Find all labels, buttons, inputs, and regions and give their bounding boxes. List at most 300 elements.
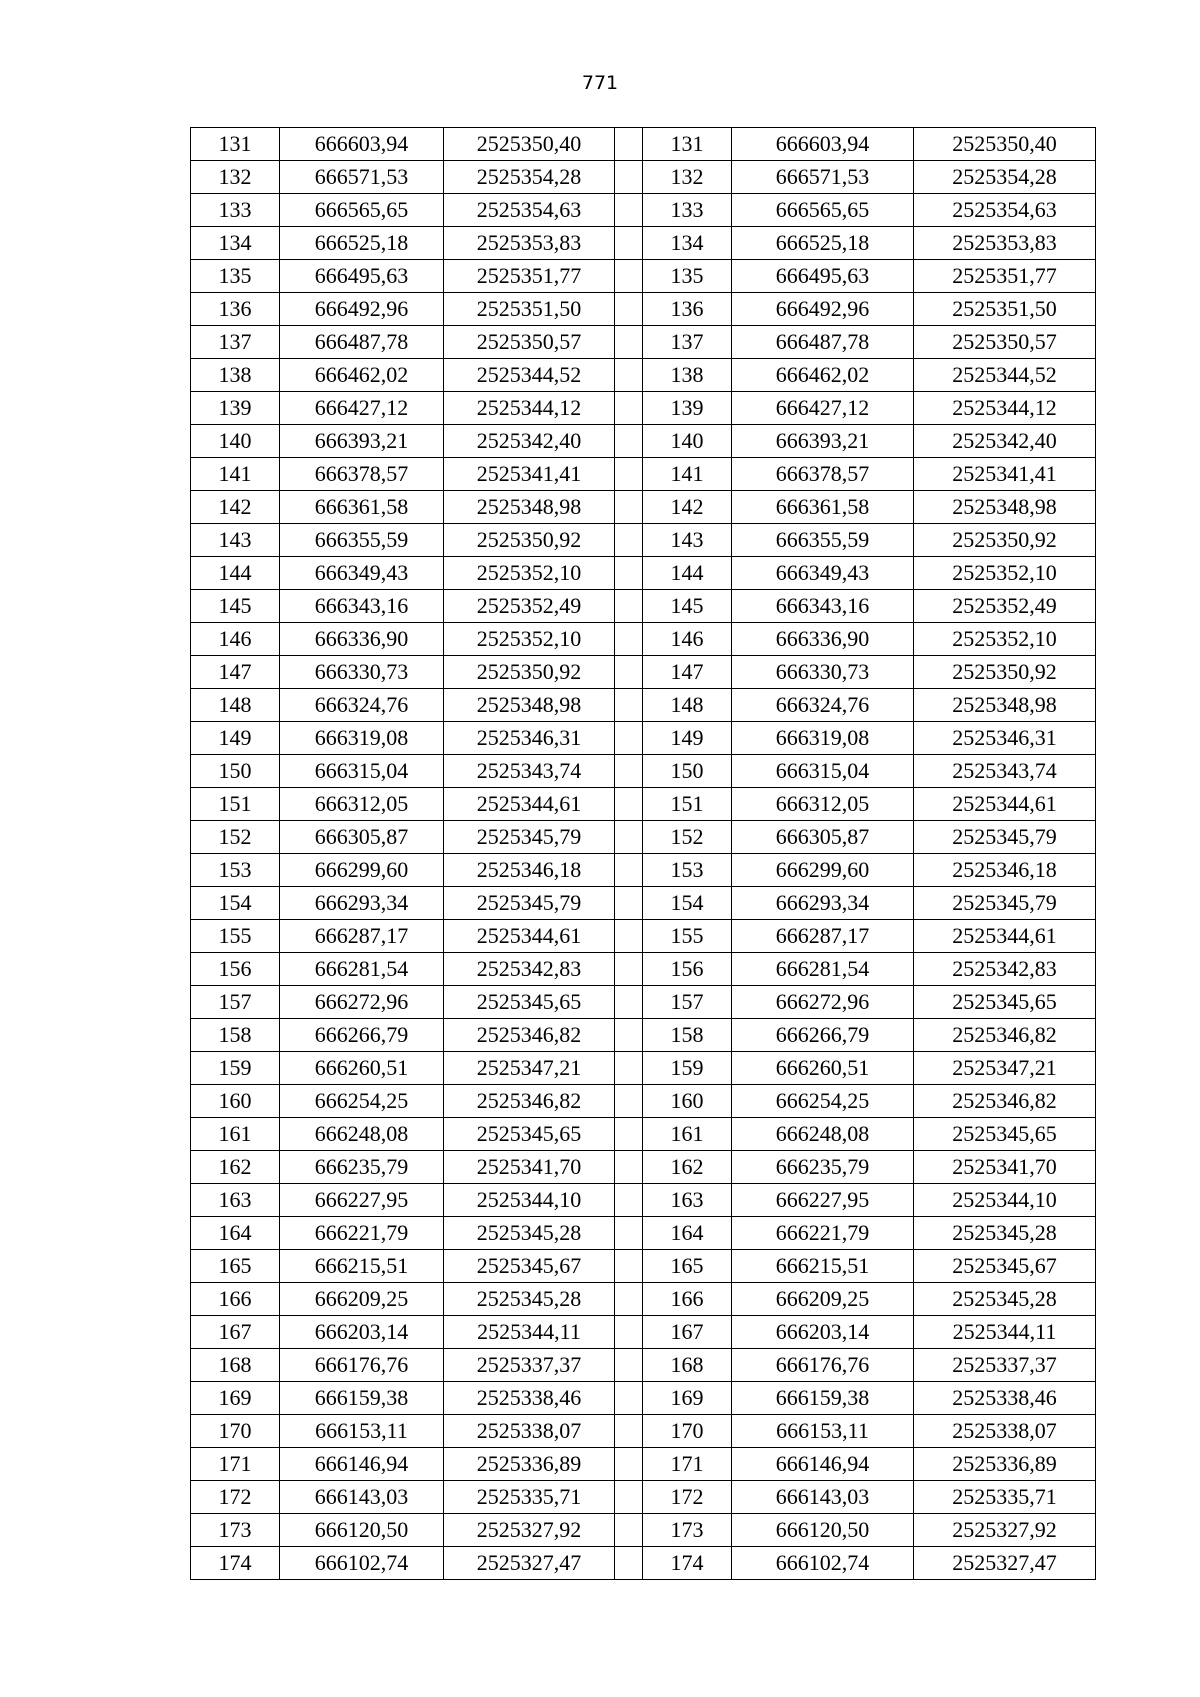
left-y-coordinate-cell: 2525353,83: [444, 227, 615, 260]
right-point-number-cell: 157: [643, 986, 732, 1019]
left-x-coordinate-cell: 666120,50: [280, 1514, 444, 1547]
right-x-coordinate-cell: 666487,78: [732, 326, 914, 359]
right-y-coordinate-cell: 2525342,83: [914, 953, 1096, 986]
table-row: [191, 953, 1096, 986]
left-y-coordinate-cell: 2525342,83: [444, 953, 615, 986]
separator-cell: [615, 1052, 643, 1085]
separator-cell: [615, 1382, 643, 1415]
left-y-coordinate-cell: 2525346,82: [444, 1085, 615, 1118]
right-y-coordinate-cell: 2525350,57: [914, 326, 1096, 359]
left-x-coordinate-cell: 666305,87: [280, 821, 444, 854]
left-point-number-cell: 158: [191, 1019, 280, 1052]
right-point-number-cell: 174: [643, 1547, 732, 1580]
right-point-number-cell: 134: [643, 227, 732, 260]
right-y-coordinate-cell: 2525351,77: [914, 260, 1096, 293]
left-point-number-cell: 149: [191, 722, 280, 755]
separator-cell: [615, 788, 643, 821]
right-x-coordinate-cell: 666227,95: [732, 1184, 914, 1217]
right-x-coordinate-cell: 666495,63: [732, 260, 914, 293]
separator-cell: [615, 1448, 643, 1481]
separator-cell: [615, 1283, 643, 1316]
separator-cell: [615, 1316, 643, 1349]
right-y-coordinate-cell: 2525338,07: [914, 1415, 1096, 1448]
right-y-coordinate-cell: 2525350,92: [914, 524, 1096, 557]
right-x-coordinate-cell: 666330,73: [732, 656, 914, 689]
left-point-number-cell: 161: [191, 1118, 280, 1151]
right-x-coordinate-cell: 666336,90: [732, 623, 914, 656]
right-x-coordinate-cell: 666571,53: [732, 161, 914, 194]
separator-cell: [615, 227, 643, 260]
table-row: [191, 920, 1096, 953]
right-x-coordinate-cell: 666361,58: [732, 491, 914, 524]
table-row: [191, 1184, 1096, 1217]
left-point-number-cell: 131: [191, 128, 280, 161]
table-row: [191, 986, 1096, 1019]
left-point-number-cell: 157: [191, 986, 280, 1019]
table-row: [191, 788, 1096, 821]
left-x-coordinate-cell: 666355,59: [280, 524, 444, 557]
left-x-coordinate-cell: 666462,02: [280, 359, 444, 392]
left-x-coordinate-cell: 666378,57: [280, 458, 444, 491]
right-point-number-cell: 131: [643, 128, 732, 161]
left-y-coordinate-cell: 2525347,21: [444, 1052, 615, 1085]
table-row: [191, 557, 1096, 590]
separator-cell: [615, 1217, 643, 1250]
right-x-coordinate-cell: 666281,54: [732, 953, 914, 986]
right-x-coordinate-cell: 666159,38: [732, 1382, 914, 1415]
right-point-number-cell: 162: [643, 1151, 732, 1184]
left-x-coordinate-cell: 666343,16: [280, 590, 444, 623]
table-row: [191, 491, 1096, 524]
right-y-coordinate-cell: 2525350,40: [914, 128, 1096, 161]
table-row: [191, 755, 1096, 788]
left-point-number-cell: 139: [191, 392, 280, 425]
left-x-coordinate-cell: 666393,21: [280, 425, 444, 458]
table-row: [191, 854, 1096, 887]
left-x-coordinate-cell: 666492,96: [280, 293, 444, 326]
left-x-coordinate-cell: 666266,79: [280, 1019, 444, 1052]
right-y-coordinate-cell: 2525337,37: [914, 1349, 1096, 1382]
right-x-coordinate-cell: 666176,76: [732, 1349, 914, 1382]
left-point-number-cell: 165: [191, 1250, 280, 1283]
left-y-coordinate-cell: 2525344,61: [444, 788, 615, 821]
left-y-coordinate-cell: 2525350,92: [444, 656, 615, 689]
right-x-coordinate-cell: 666427,12: [732, 392, 914, 425]
right-point-number-cell: 158: [643, 1019, 732, 1052]
left-x-coordinate-cell: 666272,96: [280, 986, 444, 1019]
separator-cell: [615, 128, 643, 161]
left-point-number-cell: 146: [191, 623, 280, 656]
left-x-coordinate-cell: 666525,18: [280, 227, 444, 260]
right-point-number-cell: 159: [643, 1052, 732, 1085]
left-y-coordinate-cell: 2525345,79: [444, 887, 615, 920]
table-row: [191, 689, 1096, 722]
left-y-coordinate-cell: 2525337,37: [444, 1349, 615, 1382]
left-y-coordinate-cell: 2525354,28: [444, 161, 615, 194]
left-y-coordinate-cell: 2525345,65: [444, 1118, 615, 1151]
right-x-coordinate-cell: 666319,08: [732, 722, 914, 755]
table-row: [191, 1019, 1096, 1052]
right-x-coordinate-cell: 666312,05: [732, 788, 914, 821]
right-point-number-cell: 150: [643, 755, 732, 788]
table-row: [191, 425, 1096, 458]
left-y-coordinate-cell: 2525345,67: [444, 1250, 615, 1283]
left-y-coordinate-cell: 2525342,40: [444, 425, 615, 458]
left-point-number-cell: 168: [191, 1349, 280, 1382]
right-y-coordinate-cell: 2525354,63: [914, 194, 1096, 227]
right-x-coordinate-cell: 666203,14: [732, 1316, 914, 1349]
right-x-coordinate-cell: 666102,74: [732, 1547, 914, 1580]
left-x-coordinate-cell: 666495,63: [280, 260, 444, 293]
left-point-number-cell: 141: [191, 458, 280, 491]
right-y-coordinate-cell: 2525350,92: [914, 656, 1096, 689]
right-x-coordinate-cell: 666272,96: [732, 986, 914, 1019]
left-x-coordinate-cell: 666349,43: [280, 557, 444, 590]
right-x-coordinate-cell: 666378,57: [732, 458, 914, 491]
left-x-coordinate-cell: 666227,95: [280, 1184, 444, 1217]
right-point-number-cell: 149: [643, 722, 732, 755]
left-point-number-cell: 153: [191, 854, 280, 887]
table-row: [191, 359, 1096, 392]
separator-cell: [615, 854, 643, 887]
table-row: [191, 1250, 1096, 1283]
left-point-number-cell: 142: [191, 491, 280, 524]
table-row: [191, 227, 1096, 260]
left-y-coordinate-cell: 2525345,65: [444, 986, 615, 1019]
right-y-coordinate-cell: 2525342,40: [914, 425, 1096, 458]
left-point-number-cell: 152: [191, 821, 280, 854]
separator-cell: [615, 722, 643, 755]
right-y-coordinate-cell: 2525353,83: [914, 227, 1096, 260]
left-x-coordinate-cell: 666209,25: [280, 1283, 444, 1316]
left-point-number-cell: 150: [191, 755, 280, 788]
separator-cell: [615, 656, 643, 689]
left-x-coordinate-cell: 666153,11: [280, 1415, 444, 1448]
left-x-coordinate-cell: 666336,90: [280, 623, 444, 656]
left-x-coordinate-cell: 666203,14: [280, 1316, 444, 1349]
left-point-number-cell: 172: [191, 1481, 280, 1514]
right-x-coordinate-cell: 666324,76: [732, 689, 914, 722]
right-point-number-cell: 155: [643, 920, 732, 953]
right-point-number-cell: 135: [643, 260, 732, 293]
right-x-coordinate-cell: 666215,51: [732, 1250, 914, 1283]
table-row: [191, 161, 1096, 194]
right-y-coordinate-cell: 2525344,10: [914, 1184, 1096, 1217]
left-y-coordinate-cell: 2525338,07: [444, 1415, 615, 1448]
left-y-coordinate-cell: 2525343,74: [444, 755, 615, 788]
table-row: [191, 128, 1096, 161]
left-y-coordinate-cell: 2525346,82: [444, 1019, 615, 1052]
right-x-coordinate-cell: 666293,34: [732, 887, 914, 920]
left-x-coordinate-cell: 666312,05: [280, 788, 444, 821]
left-y-coordinate-cell: 2525341,70: [444, 1151, 615, 1184]
right-x-coordinate-cell: 666254,25: [732, 1085, 914, 1118]
left-point-number-cell: 170: [191, 1415, 280, 1448]
table-row: [191, 590, 1096, 623]
table-row: [191, 656, 1096, 689]
right-y-coordinate-cell: 2525344,61: [914, 788, 1096, 821]
left-y-coordinate-cell: 2525350,40: [444, 128, 615, 161]
left-point-number-cell: 136: [191, 293, 280, 326]
right-point-number-cell: 153: [643, 854, 732, 887]
right-y-coordinate-cell: 2525345,65: [914, 986, 1096, 1019]
right-x-coordinate-cell: 666299,60: [732, 854, 914, 887]
left-y-coordinate-cell: 2525350,57: [444, 326, 615, 359]
right-point-number-cell: 132: [643, 161, 732, 194]
left-point-number-cell: 155: [191, 920, 280, 953]
right-y-coordinate-cell: 2525347,21: [914, 1052, 1096, 1085]
left-point-number-cell: 160: [191, 1085, 280, 1118]
left-y-coordinate-cell: 2525344,10: [444, 1184, 615, 1217]
separator-cell: [615, 1514, 643, 1547]
right-y-coordinate-cell: 2525352,10: [914, 557, 1096, 590]
right-x-coordinate-cell: 666525,18: [732, 227, 914, 260]
right-point-number-cell: 139: [643, 392, 732, 425]
left-y-coordinate-cell: 2525344,61: [444, 920, 615, 953]
table-row: [191, 1085, 1096, 1118]
separator-cell: [615, 1481, 643, 1514]
separator-cell: [615, 1019, 643, 1052]
table-row: [191, 1448, 1096, 1481]
table-row: [191, 821, 1096, 854]
left-point-number-cell: 171: [191, 1448, 280, 1481]
left-point-number-cell: 145: [191, 590, 280, 623]
right-point-number-cell: 152: [643, 821, 732, 854]
right-y-coordinate-cell: 2525352,49: [914, 590, 1096, 623]
right-x-coordinate-cell: 666248,08: [732, 1118, 914, 1151]
separator-cell: [615, 920, 643, 953]
left-point-number-cell: 167: [191, 1316, 280, 1349]
right-y-coordinate-cell: 2525348,98: [914, 689, 1096, 722]
right-point-number-cell: 164: [643, 1217, 732, 1250]
left-point-number-cell: 164: [191, 1217, 280, 1250]
right-x-coordinate-cell: 666355,59: [732, 524, 914, 557]
separator-cell: [615, 1250, 643, 1283]
right-point-number-cell: 147: [643, 656, 732, 689]
right-x-coordinate-cell: 666146,94: [732, 1448, 914, 1481]
left-point-number-cell: 143: [191, 524, 280, 557]
left-point-number-cell: 163: [191, 1184, 280, 1217]
left-y-coordinate-cell: 2525352,10: [444, 557, 615, 590]
right-y-coordinate-cell: 2525336,89: [914, 1448, 1096, 1481]
separator-cell: [615, 689, 643, 722]
table-row: [191, 1382, 1096, 1415]
left-point-number-cell: 138: [191, 359, 280, 392]
left-point-number-cell: 151: [191, 788, 280, 821]
left-y-coordinate-cell: 2525351,50: [444, 293, 615, 326]
separator-cell: [615, 1184, 643, 1217]
left-y-coordinate-cell: 2525350,92: [444, 524, 615, 557]
left-y-coordinate-cell: 2525344,52: [444, 359, 615, 392]
left-point-number-cell: 159: [191, 1052, 280, 1085]
right-y-coordinate-cell: 2525327,47: [914, 1547, 1096, 1580]
left-x-coordinate-cell: 666102,74: [280, 1547, 444, 1580]
left-x-coordinate-cell: 666235,79: [280, 1151, 444, 1184]
coordinates-table-body: [191, 128, 1096, 1580]
right-x-coordinate-cell: 666462,02: [732, 359, 914, 392]
left-y-coordinate-cell: 2525327,92: [444, 1514, 615, 1547]
left-x-coordinate-cell: 666603,94: [280, 128, 444, 161]
left-y-coordinate-cell: 2525338,46: [444, 1382, 615, 1415]
left-point-number-cell: 133: [191, 194, 280, 227]
left-x-coordinate-cell: 666254,25: [280, 1085, 444, 1118]
left-y-coordinate-cell: 2525346,31: [444, 722, 615, 755]
right-x-coordinate-cell: 666143,03: [732, 1481, 914, 1514]
right-point-number-cell: 145: [643, 590, 732, 623]
right-point-number-cell: 165: [643, 1250, 732, 1283]
table-row: [191, 887, 1096, 920]
right-point-number-cell: 137: [643, 326, 732, 359]
separator-cell: [615, 1118, 643, 1151]
right-point-number-cell: 163: [643, 1184, 732, 1217]
left-x-coordinate-cell: 666565,65: [280, 194, 444, 227]
left-y-coordinate-cell: 2525348,98: [444, 689, 615, 722]
right-x-coordinate-cell: 666260,51: [732, 1052, 914, 1085]
separator-cell: [615, 524, 643, 557]
right-y-coordinate-cell: 2525351,50: [914, 293, 1096, 326]
right-point-number-cell: 156: [643, 953, 732, 986]
right-x-coordinate-cell: 666305,87: [732, 821, 914, 854]
right-x-coordinate-cell: 666603,94: [732, 128, 914, 161]
right-point-number-cell: 172: [643, 1481, 732, 1514]
right-y-coordinate-cell: 2525348,98: [914, 491, 1096, 524]
separator-cell: [615, 425, 643, 458]
separator-cell: [615, 293, 643, 326]
right-point-number-cell: 167: [643, 1316, 732, 1349]
left-y-coordinate-cell: 2525351,77: [444, 260, 615, 293]
table-row: [191, 392, 1096, 425]
left-point-number-cell: 156: [191, 953, 280, 986]
separator-cell: [615, 1547, 643, 1580]
right-x-coordinate-cell: 666287,17: [732, 920, 914, 953]
right-y-coordinate-cell: 2525345,79: [914, 887, 1096, 920]
right-point-number-cell: 140: [643, 425, 732, 458]
separator-cell: [615, 260, 643, 293]
right-point-number-cell: 161: [643, 1118, 732, 1151]
right-x-coordinate-cell: 666349,43: [732, 557, 914, 590]
left-y-coordinate-cell: 2525341,41: [444, 458, 615, 491]
left-point-number-cell: 132: [191, 161, 280, 194]
left-point-number-cell: 174: [191, 1547, 280, 1580]
right-y-coordinate-cell: 2525344,52: [914, 359, 1096, 392]
left-x-coordinate-cell: 666146,94: [280, 1448, 444, 1481]
right-x-coordinate-cell: 666315,04: [732, 755, 914, 788]
left-point-number-cell: 147: [191, 656, 280, 689]
right-point-number-cell: 142: [643, 491, 732, 524]
table-row: [191, 260, 1096, 293]
page-number: 771: [581, 72, 619, 94]
right-point-number-cell: 148: [643, 689, 732, 722]
table-row: [191, 1052, 1096, 1085]
right-point-number-cell: 166: [643, 1283, 732, 1316]
left-point-number-cell: 140: [191, 425, 280, 458]
left-point-number-cell: 144: [191, 557, 280, 590]
left-y-coordinate-cell: 2525345,79: [444, 821, 615, 854]
right-y-coordinate-cell: 2525346,31: [914, 722, 1096, 755]
left-y-coordinate-cell: 2525344,12: [444, 392, 615, 425]
separator-cell: [615, 821, 643, 854]
table-row: [191, 1283, 1096, 1316]
left-y-coordinate-cell: 2525352,10: [444, 623, 615, 656]
right-y-coordinate-cell: 2525338,46: [914, 1382, 1096, 1415]
right-point-number-cell: 146: [643, 623, 732, 656]
right-x-coordinate-cell: 666235,79: [732, 1151, 914, 1184]
right-y-coordinate-cell: 2525327,92: [914, 1514, 1096, 1547]
table-row: [191, 1349, 1096, 1382]
table-row: [191, 1151, 1096, 1184]
left-point-number-cell: 135: [191, 260, 280, 293]
left-point-number-cell: 162: [191, 1151, 280, 1184]
right-point-number-cell: 171: [643, 1448, 732, 1481]
separator-cell: [615, 1085, 643, 1118]
separator-cell: [615, 359, 643, 392]
right-y-coordinate-cell: 2525344,11: [914, 1316, 1096, 1349]
left-x-coordinate-cell: 666315,04: [280, 755, 444, 788]
table-row: [191, 194, 1096, 227]
left-x-coordinate-cell: 666427,12: [280, 392, 444, 425]
left-x-coordinate-cell: 666159,38: [280, 1382, 444, 1415]
right-y-coordinate-cell: 2525344,12: [914, 392, 1096, 425]
table-row: [191, 1514, 1096, 1547]
table-row: [191, 1481, 1096, 1514]
left-point-number-cell: 148: [191, 689, 280, 722]
right-y-coordinate-cell: 2525341,70: [914, 1151, 1096, 1184]
left-x-coordinate-cell: 666248,08: [280, 1118, 444, 1151]
right-point-number-cell: 154: [643, 887, 732, 920]
left-x-coordinate-cell: 666143,03: [280, 1481, 444, 1514]
left-y-coordinate-cell: 2525354,63: [444, 194, 615, 227]
left-point-number-cell: 137: [191, 326, 280, 359]
left-y-coordinate-cell: 2525344,11: [444, 1316, 615, 1349]
separator-cell: [615, 194, 643, 227]
left-x-coordinate-cell: 666571,53: [280, 161, 444, 194]
right-y-coordinate-cell: 2525346,82: [914, 1019, 1096, 1052]
right-point-number-cell: 173: [643, 1514, 732, 1547]
separator-cell: [615, 953, 643, 986]
right-x-coordinate-cell: 666266,79: [732, 1019, 914, 1052]
right-point-number-cell: 160: [643, 1085, 732, 1118]
left-point-number-cell: 154: [191, 887, 280, 920]
left-point-number-cell: 166: [191, 1283, 280, 1316]
right-y-coordinate-cell: 2525346,82: [914, 1085, 1096, 1118]
left-point-number-cell: 134: [191, 227, 280, 260]
separator-cell: [615, 590, 643, 623]
left-y-coordinate-cell: 2525346,18: [444, 854, 615, 887]
left-x-coordinate-cell: 666260,51: [280, 1052, 444, 1085]
right-point-number-cell: 138: [643, 359, 732, 392]
right-point-number-cell: 144: [643, 557, 732, 590]
left-x-coordinate-cell: 666330,73: [280, 656, 444, 689]
right-point-number-cell: 169: [643, 1382, 732, 1415]
right-y-coordinate-cell: 2525345,67: [914, 1250, 1096, 1283]
right-y-coordinate-cell: 2525335,71: [914, 1481, 1096, 1514]
left-x-coordinate-cell: 666324,76: [280, 689, 444, 722]
right-y-coordinate-cell: 2525354,28: [914, 161, 1096, 194]
left-y-coordinate-cell: 2525348,98: [444, 491, 615, 524]
table-row: [191, 1217, 1096, 1250]
right-point-number-cell: 133: [643, 194, 732, 227]
right-x-coordinate-cell: 666492,96: [732, 293, 914, 326]
left-y-coordinate-cell: 2525352,49: [444, 590, 615, 623]
right-y-coordinate-cell: 2525345,79: [914, 821, 1096, 854]
right-y-coordinate-cell: 2525345,65: [914, 1118, 1096, 1151]
left-y-coordinate-cell: 2525336,89: [444, 1448, 615, 1481]
separator-cell: [615, 557, 643, 590]
separator-cell: [615, 986, 643, 1019]
left-x-coordinate-cell: 666215,51: [280, 1250, 444, 1283]
right-y-coordinate-cell: 2525346,18: [914, 854, 1096, 887]
table-row: [191, 326, 1096, 359]
